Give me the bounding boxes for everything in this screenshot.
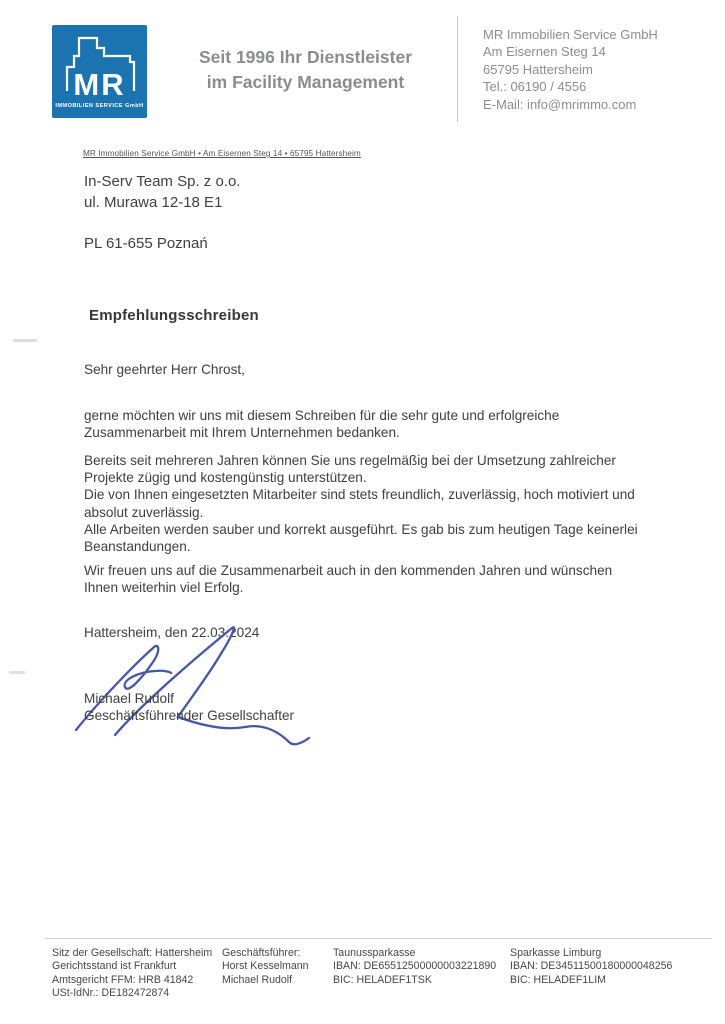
body-paragraph-1 bbox=[84, 407, 559, 441]
contact-email: E-Mail: info@mrimmo.com bbox=[483, 96, 637, 112]
company-tagline bbox=[178, 45, 433, 95]
footer-line: IBAN: DE65512500000003221890 bbox=[333, 960, 497, 973]
contact-phone: Tel.: 06190 / 4556 bbox=[483, 79, 587, 95]
footer-column-bank-sparkasse-limburg bbox=[510, 947, 672, 987]
footer-line: USt-IdNr.: DE182472874 bbox=[52, 987, 170, 1000]
body-paragraph-3 bbox=[84, 562, 612, 596]
signer-title: Geschäftsführender Gesellschafter bbox=[84, 708, 295, 724]
body-line: Beanstandungen. bbox=[84, 539, 191, 555]
signer-name: Michael Rudolf bbox=[84, 691, 174, 706]
footer-line: Sitz der Gesellschaft: Hattersheim bbox=[52, 947, 213, 959]
fold-mark bbox=[13, 339, 37, 342]
address-spacer bbox=[84, 213, 240, 234]
logo-subtext: IMMOBILIEN SERVICE GmbH bbox=[55, 103, 144, 109]
sender-return-address: MR Immobilien Service GmbH • Am Eisernen Steg 14 • 65795 Hattersheim bbox=[83, 149, 361, 158]
body-line: Wir freuen uns auf die Zusammenarbeit auch in den kommenden Jahren und wünschen bbox=[84, 563, 613, 578]
body-paragraph-2 bbox=[84, 452, 638, 555]
recipient-address bbox=[84, 172, 240, 254]
footer-line: Taunussparkasse bbox=[333, 947, 416, 959]
company-logo bbox=[52, 25, 147, 118]
contact-street: Am Eisernen Steg 14 bbox=[483, 44, 606, 60]
recipient-city: PL 61-655 Poznań bbox=[84, 234, 208, 252]
footer-line: Gerichtsstand ist Frankfurt bbox=[52, 960, 177, 973]
contact-company: MR Immobilien Service GmbH bbox=[483, 27, 658, 42]
footer-column-bank-taunussparkasse bbox=[333, 947, 496, 987]
body-line: gerne möchten wir uns mit diesem Schreiben für die sehr gute und erfolgreiche bbox=[84, 408, 560, 423]
footer-line: BIC: HELADEF1TSK bbox=[333, 973, 432, 986]
fold-mark bbox=[9, 671, 25, 674]
body-line: Alle Arbeiten werden sauber und korrekt ausgeführt. Es gab bis zum heutigen Tage keinerlei bbox=[84, 521, 638, 537]
date-line: Hattersheim, den 22.03.2024 bbox=[84, 625, 260, 640]
body-line: Zusammenarbeit mit Ihrem Unternehmen bedanken. bbox=[84, 425, 400, 441]
footer-line: BIC: HELADEF1LIM bbox=[510, 973, 606, 986]
tagline-line2: im Facility Management bbox=[206, 72, 405, 92]
signature-block bbox=[84, 690, 294, 724]
footer-line: Horst Kesselmann bbox=[222, 960, 309, 973]
recipient-company: In-Serv Team Sp. z o.o. bbox=[84, 173, 241, 190]
body-line: Projekte zügig und kostengünstig unterstützen. bbox=[84, 470, 367, 486]
body-line: Die von Ihnen eingesetzten Mitarbeiter sind stets freundlich, zuverlässig, hoch motiviert und bbox=[84, 487, 635, 503]
footer-column-management bbox=[222, 947, 309, 987]
footer-line: Sparkasse Limburg bbox=[510, 947, 602, 959]
contact-block bbox=[483, 26, 658, 113]
body-line: absolut zuverlässig. bbox=[84, 504, 204, 520]
footer-line: Amtsgericht FFM: HRB 41842 bbox=[52, 973, 194, 986]
header-divider bbox=[457, 16, 458, 122]
footer-line: Geschäftsführer: bbox=[222, 947, 301, 959]
salutation: Sehr geehrter Herr Chrost, bbox=[84, 362, 245, 377]
tagline-line1: Seit 1996 Ihr Dienstleister bbox=[198, 47, 413, 67]
logo-monogram: MR bbox=[73, 67, 126, 102]
subject-line: Empfehlungsschreiben bbox=[89, 307, 259, 324]
footer-divider bbox=[45, 938, 712, 939]
contact-city: 65795 Hattersheim bbox=[483, 61, 593, 77]
footer-line: Michael Rudolf bbox=[222, 973, 293, 986]
recipient-street: ul. Murawa 12-18 E1 bbox=[84, 193, 223, 211]
footer-column-legal bbox=[52, 947, 212, 1001]
body-line: Ihnen weiterhin viel Erfolg. bbox=[84, 580, 244, 596]
footer-line: IBAN: DE34511500180000048256 bbox=[510, 960, 673, 973]
body-line: Bereits seit mehreren Jahren können Sie uns regelmäßig bei der Umsetzung zahlreicher bbox=[84, 453, 616, 468]
